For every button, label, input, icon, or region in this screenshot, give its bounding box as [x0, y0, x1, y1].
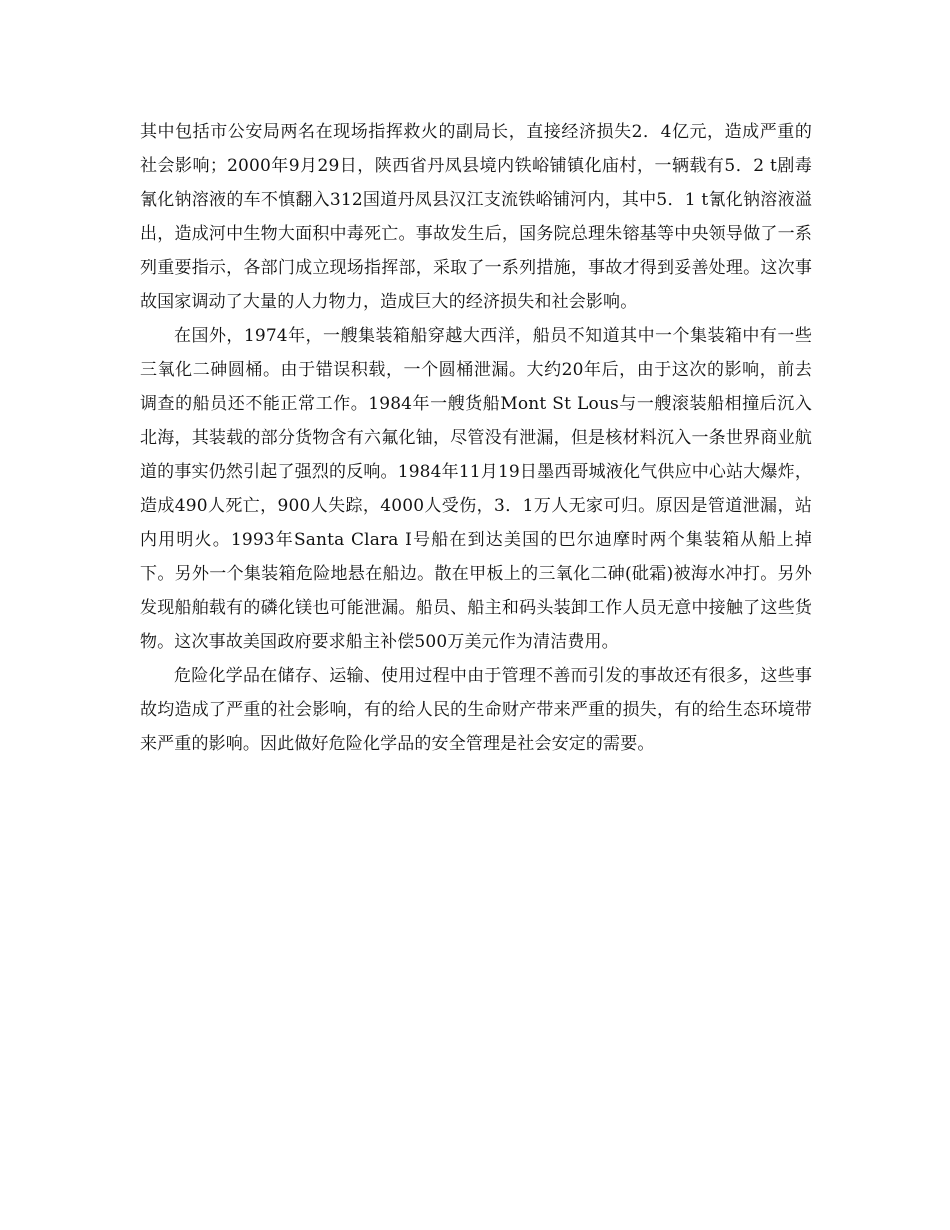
paragraph-1: 其中包括市公安局两名在现场指挥救火的副局长，直接经济损失2．4亿元，造成严重的社会影响；2000年9月29日，陕西省丹凤县境内铁峪铺镇化庙村，一辆载有5．2 t剧毒氰化钠溶液的车不慎翻入312国道丹凤县汉江支流铁峪铺河内，其中5．1 t氰化钠溶液溢出，造成河中生物大面积中毒死亡。事故发生后，国务院总理朱镕基等中央领导做了一系列重要指示，各部门成立现场指挥部，采取了一系列措施，事故才得到妥善处理。这次事故国家调动了大量的人力物力，造成巨大的经济损失和社会影响。 — [140, 122, 812, 312]
paragraph-2: 在国外，1974年，一艘集装箱船穿越大西洋，船员不知道其中一个集装箱中有一些三氧化二砷圆桶。由于错误积载，一个圆桶泄漏。大约20年后，由于这次的影响，前去调查的船员还不能正常工作。1984年一艘货船Mont St Lous与一艘滚装船相撞后沉入北海，其装载的部分货物含有六氟化铀，尽管没有泄漏，但是核材料沉入一条世界商业航道的事实仍然引起了强烈的反响。1984年11月19日墨西哥城液化气供应中心站大爆炸，造成490人死亡，900人失踪，4000人受伤，3．1万人无家可归。原因是管道泄漏，站内用明火。1993年Santa Clara Ⅰ号船在到达美国的巴尔迪摩时两个集装箱从船上掉下。另外一个集装箱危险地悬在船边。散在甲板上的三氧化二砷(砒霜)被海水冲打。另外发现船舶载有的磷化镁也可能泄漏。船员、船主和码头装卸工作人员无意中接触了这些货物。这次事故美国政府要求船主补偿500万美元作为清洁费用。 — [140, 326, 812, 652]
document-body — [140, 115, 812, 761]
paragraph-3: 危险化学品在储存、运输、使用过程中由于管理不善而引发的事故还有很多，这些事故均造成了严重的社会影响，有的给人民的生命财产带来严重的损失，有的给生态环境带来严重的影响。因此做好危险化学品的安全管理是社会安定的需要。 — [140, 666, 812, 754]
